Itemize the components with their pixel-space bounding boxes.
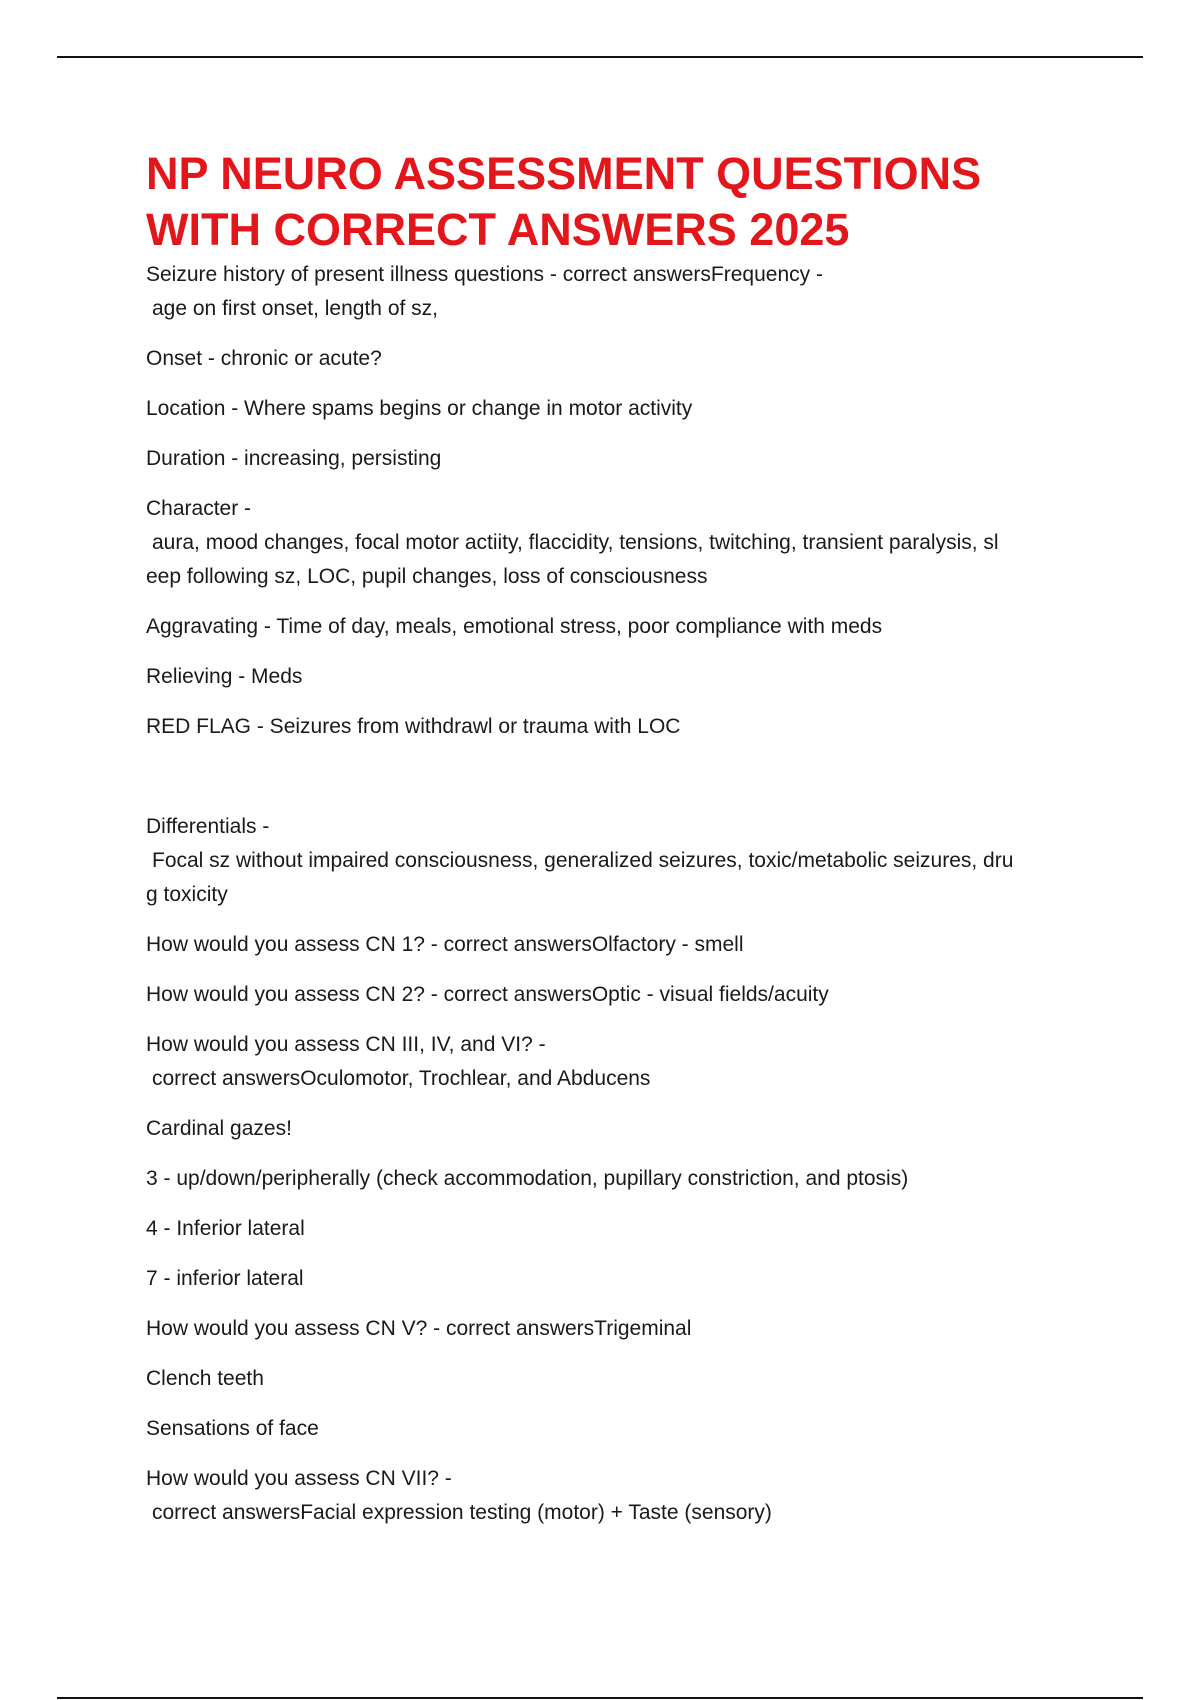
paragraph-line: age on first onset, length of sz, [152, 297, 439, 320]
bottom-rule [57, 1697, 1143, 1699]
paragraph-line: Character - [146, 497, 252, 520]
paragraph-cn1: How would you assess CN 1? - correct answersOlfactory - smell [146, 933, 744, 956]
paragraph-line: correct answersFacial expression testing (motor) + Taste (sensory) [152, 1501, 772, 1524]
paragraph-line: How would you assess CN III, IV, and VI? - [146, 1033, 546, 1056]
title-line-1: NP NEURO ASSESSMENT QUESTIONS [146, 148, 982, 199]
paragraph-line: Focal sz without impaired consciousness, generalized seizures, toxic/metabolic seizures, dru [152, 849, 1014, 872]
paragraph-differentials [146, 810, 1061, 912]
paragraph-gaze-7: 7 - inferior lateral [146, 1267, 304, 1290]
paragraph-line: eep following sz, LOC, pupil changes, loss of consciousness [146, 565, 708, 588]
paragraph-cn7 [146, 1462, 1061, 1530]
paragraph-cn2: How would you assess CN 2? - correct answersOptic - visual fields/acuity [146, 983, 829, 1006]
paragraph-line: Seizure history of present illness questions - correct answersFrequency - [146, 263, 823, 286]
title-line-2: WITH CORRECT ANSWERS 2025 [146, 204, 850, 255]
paragraph-seizure-history [146, 258, 1061, 326]
paragraph-red-flag: RED FLAG - Seizures from withdrawl or trauma with LOC [146, 715, 681, 738]
paragraph-line: correct answersOculomotor, Trochlear, and Abducens [152, 1067, 651, 1090]
paragraph-gaze-3: 3 - up/down/peripherally (check accommodation, pupillary constriction, and ptosis) [146, 1167, 909, 1190]
document-body [146, 146, 1061, 1530]
paragraph-relieving: Relieving - Meds [146, 665, 303, 688]
paragraph-gaze-4: 4 - Inferior lateral [146, 1217, 305, 1240]
paragraph-line: g toxicity [146, 883, 228, 906]
paragraph-character [146, 492, 1061, 594]
paragraph-location: Location - Where spams begins or change in motor activity [146, 397, 693, 420]
paragraph-line: How would you assess CN VII? - [146, 1467, 452, 1490]
document-title [146, 146, 1061, 258]
paragraph-face-sensation: Sensations of face [146, 1417, 319, 1440]
paragraph-duration: Duration - increasing, persisting [146, 447, 442, 470]
paragraph-onset: Onset - chronic or acute? [146, 347, 382, 370]
paragraph-cn3-4-6 [146, 1028, 1061, 1096]
paragraph-line: Differentials - [146, 815, 270, 838]
paragraph-aggravating: Aggravating - Time of day, meals, emotional stress, poor compliance with meds [146, 615, 883, 638]
paragraph-cn5: How would you assess CN V? - correct answersTrigeminal [146, 1317, 692, 1340]
paragraph-clench-teeth: Clench teeth [146, 1367, 264, 1390]
paragraph-line: aura, mood changes, focal motor actiity, flaccidity, tensions, twitching, transient paralysis, sl [152, 531, 999, 554]
paragraph-cardinal-gazes: Cardinal gazes! [146, 1117, 292, 1140]
top-rule [57, 56, 1143, 58]
